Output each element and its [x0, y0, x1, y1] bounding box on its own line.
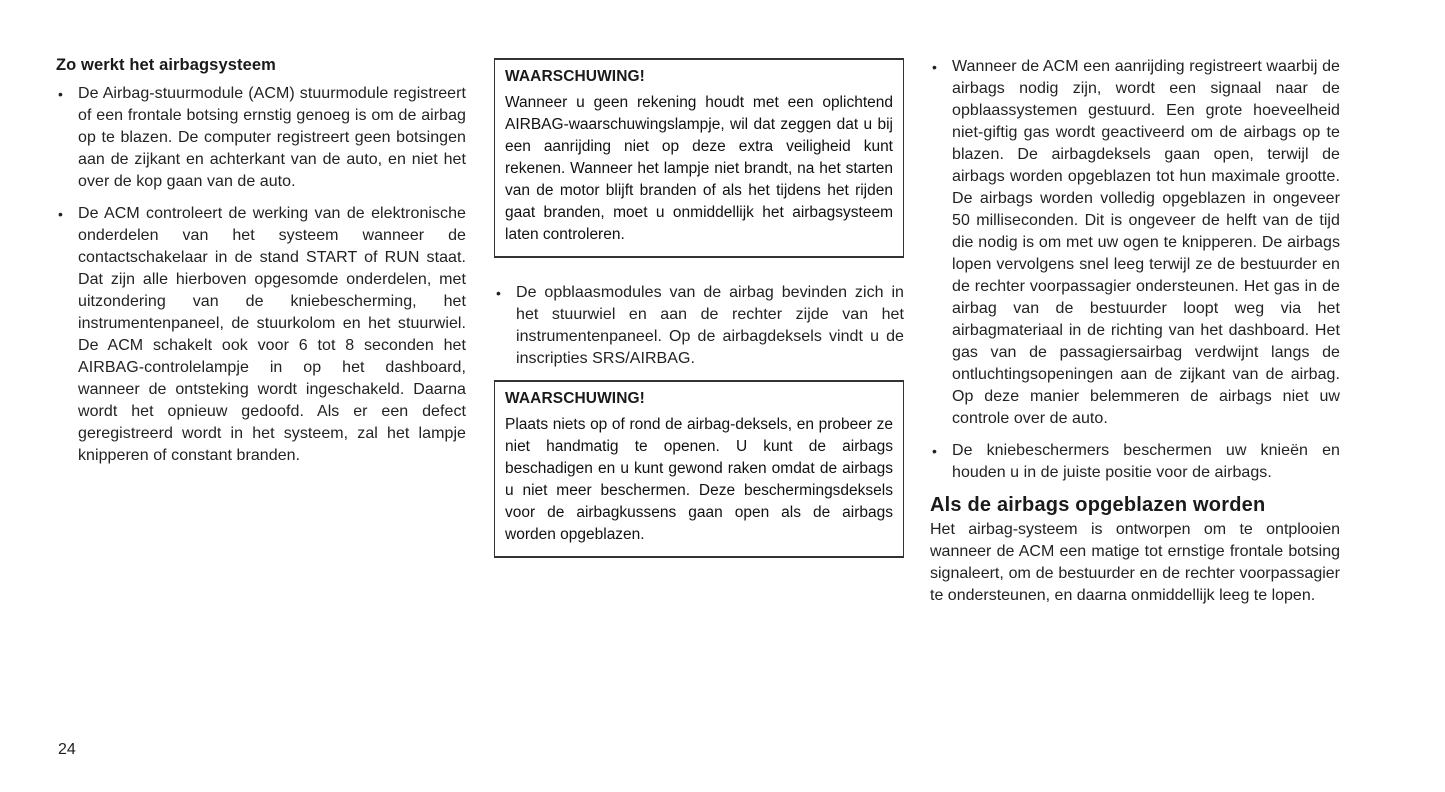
left-column [56, 56, 466, 477]
bullet-icon: • [932, 443, 937, 459]
warning-text: Plaats niets op of rond de airbag-deksels, en probeer ze niet handmatig te openen. U kunt de airbags beschadigen en u kunt gewond raken omdat de airbags u niet meer beschermen. Deze beschermingsdeksels voor de airbagkussens gaan open als de airbags worden opgeblazen. [505, 416, 893, 543]
warning-box-2 [494, 380, 904, 558]
left-bullet-list [56, 83, 466, 467]
bullet-icon: • [58, 86, 63, 102]
middle-column [494, 58, 904, 582]
section-title-airbag-system: Zo werkt het airbagsysteem [56, 56, 276, 74]
bullet-text: De opblaasmodules van de airbag bevinden zich in het stuurwiel en aan de rechter zijde van het instrumentenpaneel. Op de airbagdeksels vindt u de inscripties SRS/AIRBAG. [516, 284, 904, 367]
warning-title: WAARSCHUWING! [505, 68, 645, 85]
warning-title: WAARSCHUWING! [505, 390, 645, 407]
middle-bullet-list [494, 282, 904, 370]
bullet-text: De ACM controleert de werking van de elektronische onderdelen van het systeem wanneer de contactschakelaar in de stand START of RUN staat. Dat zijn alle hierboven opgesomde onderdelen, met uitzondering van de kniebescherming, het instrumentenpaneel, de stuurkolom en het stuurwiel. De ACM schakelt ook voor 6 tot 8 seconden het AIRBAG-controlelampje in op het dashboard, wanneer de ontsteking wordt ingeschakeld. Daarna wordt het opnieuw gedoofd. Als er een defect geregistreerd wordt in het systeem, zal het lampje knipperen of constant branden. [78, 205, 466, 464]
list-item [930, 56, 1340, 430]
bullet-icon: • [932, 59, 937, 75]
page-number: 24 [58, 741, 76, 758]
bullet-text: De Airbag-stuurmodule (ACM) stuurmodule registreert of een frontale botsing ernstig genoeg is om de airbag op te blazen. De computer registreert geen botsingen aan de zijkant en achterkant van de auto, en niet het over de kop gaan van de auto. [78, 85, 466, 190]
section-title-inflation: Als de airbags opgeblazen worden [930, 494, 1266, 516]
list-item [56, 203, 466, 467]
inflation-paragraph: Het airbag-systeem is ontworpen om te ontplooien wanneer de ACM een matige tot ernstige frontale botsing signaleert, om de bestuurder en de rechter voorpassagier te ondersteunen, en daarna onmiddellijk leeg te lopen. [930, 521, 1340, 604]
bullet-text: De kniebeschermers beschermen uw knieën en houden u in de juiste positie voor de airbags. [952, 442, 1340, 481]
bullet-icon: • [496, 285, 501, 301]
list-item [494, 282, 904, 370]
right-column [930, 56, 1340, 607]
list-item [56, 83, 466, 193]
warning-box-1 [494, 58, 904, 258]
warning-text: Wanneer u geen rekening houdt met een oplichtend AIRBAG-waarschuwingslampje, wil dat zeggen dat u bij een aanrijding niet op deze extra veiligheid kunt rekenen. Wanneer het lampje niet brandt, na het starten van de motor blijft branden of als het tijdens het rijden gaat branden, moet u onmiddellijk het airbagsysteem laten controleren. [505, 94, 893, 243]
bullet-icon: • [58, 206, 63, 222]
right-bullet-list [930, 56, 1340, 484]
bullet-text: Wanneer de ACM een aanrijding registreert waarbij de airbags nodig zijn, wordt een signaal naar de opblaassystemen gestuurd. Een grote hoeveelheid niet-giftig gas wordt geactiveerd om de airbags op te blazen. De airbagdeksels gaan open, terwijl de airbags worden opgeblazen tot hun maximale grootte. De airbags worden volledig opgeblazen in ongeveer 50 milliseconden. Dit is ongeveer de helft van de tijd die nodig is om met uw ogen te knipperen. De airbags lopen vervolgens snel leeg terwijl ze de bestuurder en de rechter voorpassagier ondersteunen. Het gas in de airbag van de bestuurder loopt weg via het airbagmateriaal in de richting van het dashboard. Het gas van de passagiersairbag verdwijnt langs de ontluchtingsopeningen aan de zijkant van de airbag. Op deze manier belemmeren de airbags niet uw controle over de auto. [952, 58, 1340, 427]
list-item [930, 440, 1340, 484]
